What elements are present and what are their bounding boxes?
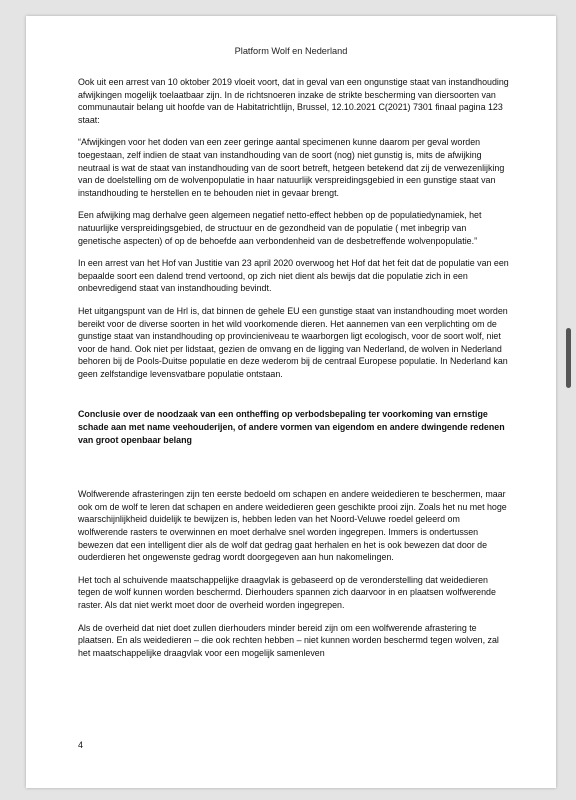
scrollbar-thumb[interactable] bbox=[566, 328, 571, 388]
page-content bbox=[78, 76, 511, 669]
paragraph-quote-part2: Een afwijking mag derhalve geen algemeen negatief netto-effect hebben op de populatiedynamiek, het natuurlijke verspreidingsgebied, de structuur en de gezondheid van de populatie ( met inbegrip van genetische aspecten) of op de behoefde aan verbondenheid van de desbetreffende wolvenpopulatie.” bbox=[78, 210, 482, 246]
document-page bbox=[26, 16, 556, 788]
paragraph-hrl: Het uitgangspunt van de Hrl is, dat binnen de gehele EU een gunstige staat van instandhouding moet worden bereikt voor de diverse soorten in het wild voorkomende dieren. Het aannemen van een verplichting om de gunstige staat van instandhouding op provincieniveau te waarborgen ligt ecologisch, voor de soort wolf, niet voor de hand. Ook niet per lidstaat, gezien de omvang en de ligging van Nederland, de wolven in Nederland behoren bij de Pools-Duitse populatie en deze wederom bij de centraal Europese populatie. In Nederland kan geen zelfstandige levensvatbare populatie ontstaan. bbox=[78, 305, 508, 379]
paragraph-draagvlak: Het toch al schuivende maatschappelijke draagvlak is gebaseerd op de veronderstelling dat weidedieren tegen de wolf kunnen worden beschermd. Dierhouders spannen zich daarvoor in en plaatsen wolfwerende raster. Als dat niet werkt moet door de overheid worden ingegrepen. bbox=[78, 574, 496, 610]
section-heading-conclusie: Conclusie over de noodzaak van een ontheffing op verbodsbepaling ter voorkoming van ernstige schade aan met name veehouderijen, of andere vormen van eigendom en andere dwingende redenen van groot openbaar belang bbox=[78, 409, 505, 445]
paragraph-afrasteringen: Wolfwerende afrasteringen zijn ten eerste bedoeld om schapen en andere weidedieren te beschermen, maar ook om de wolf te leren dat schapen en andere weidedieren geen geschikte prooi zijn. Zoals het nu met hoge waarschijnlijkheid duidelijk te bewijzen is, hebben leden van het Noord-Veluwe roedel geleerd om wolfwerende rasters te overwinnen en moet derhalve snel worden ingegrepen. Immers is ondertussen bewezen dat een intelligent dier als de wolf dat gedrag gaat herhalen en het is ook bewezen dat door de ouderdieren het ongewenste gedrag wordt doorgegeven aan hun nakomelingen. bbox=[78, 489, 507, 563]
page-number: 4 bbox=[78, 740, 84, 750]
paragraph-quote-part1: “Afwijkingen voor het doden van een zeer geringe aantal specimenen kunne daarom per geval worden toegestaan, zelf indien de staat van instandhouding van de soort (nog) niet gunstig is, mits de afwijking neutraal is wat de staat van instandhouding van de soort betreft, hetgeen betekend dat zij de verwezenlijking van de doelstelling om de wolvenpopulatie in haar natuurlijk verspreidingsgebied in een gunstige staat van instandhouding te herstellen en te behouden niet in gevaar brengt. bbox=[78, 137, 505, 198]
paragraph-overheid: Als de overheid dat niet doet zullen dierhouders minder bereid zijn om een wolfwerende afrastering te plaatsen. En als weidedieren – die ook rechten hebben – niet kunnen worden beschermd tegen wolven, zal het maatschappelijke draagvlak voor een mogelijk samenleven bbox=[78, 622, 499, 658]
page-header: Platform Wolf en Nederland bbox=[234, 46, 348, 56]
paragraph-arrest-2020: In een arrest van het Hof van Justitie van 23 april 2020 overwoog het Hof dat het feit dat de populatie van een bepaalde soort een dalend trend vertoond, op zich niet dient als bewijs dat die populatie zich in een onbevredigend staat van instandhouding bevindt. bbox=[78, 258, 509, 294]
paragraph-arrest-2019: Ook uit een arrest van 10 oktober 2019 vloeit voort, dat in geval van een ongunstige staat van instandhouding afwijkingen mogelijk toelaatbaar zijn. In de richtsnoeren inzake de strikte bescherming van diersoorten van communautair belang uit hoofde van de Habitatrichtlijn, Brussel, 12.10.2021 C(2021) 7301 finaal pagina 123 staat: bbox=[78, 77, 509, 125]
